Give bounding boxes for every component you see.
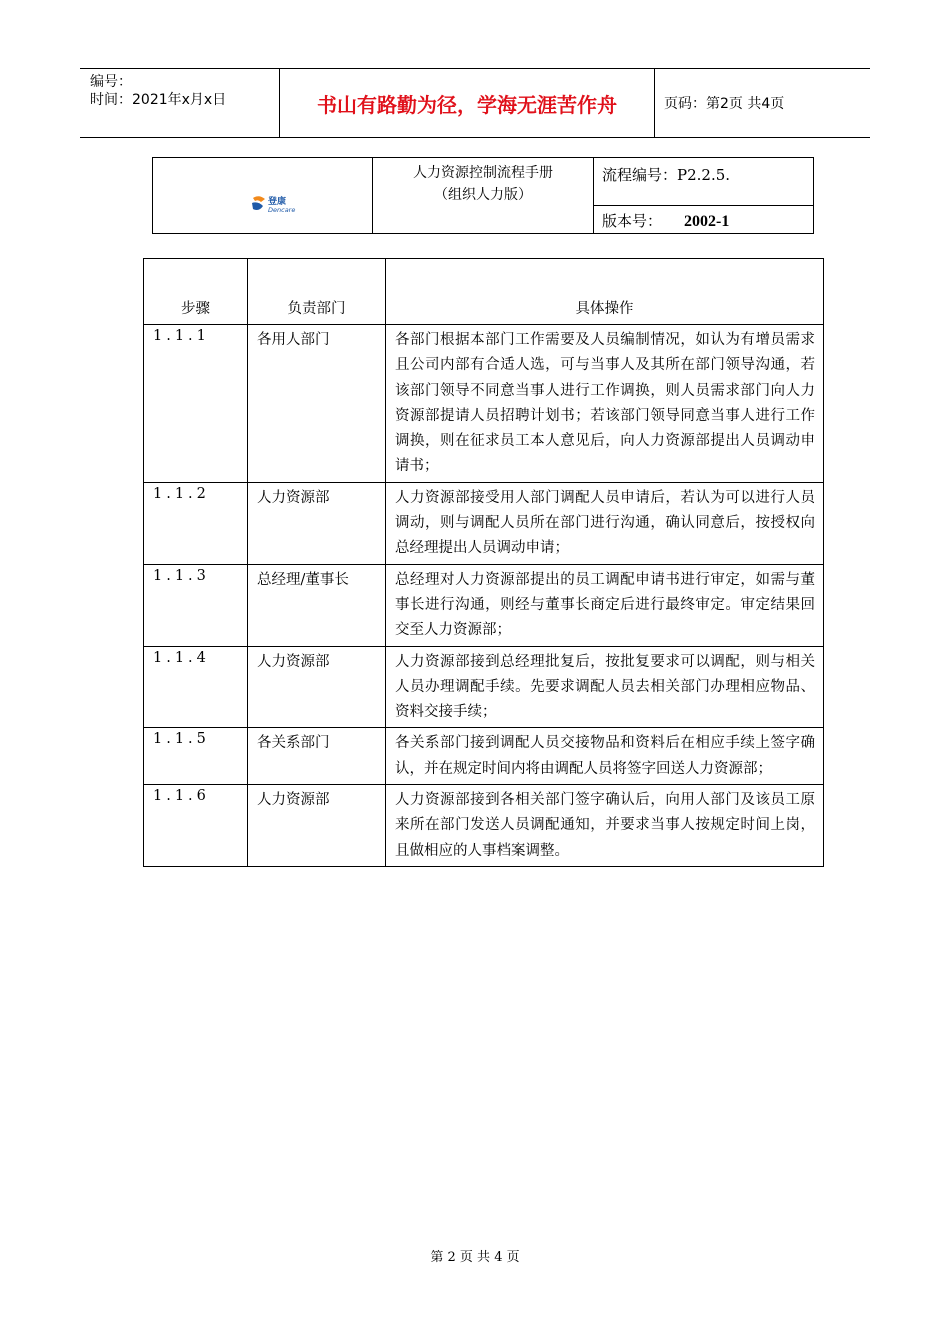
logo-brand: Dencare	[268, 206, 296, 214]
logo-text: 登康	[268, 197, 287, 207]
logo-cell	[153, 158, 373, 233]
step-cell: 1.1.2	[144, 482, 248, 564]
header-step: 步骤	[144, 259, 248, 325]
dept-cell: 人力资源部	[248, 482, 386, 564]
table-row	[144, 728, 824, 785]
manual-title-line1: 人力资源控制流程手册	[413, 165, 553, 181]
op-cell: 人力资源部接到总经理批复后，按批复要求可以调配，则与相关人员办理调配手续。先要求调配人员去相关部门办理相应物品、资料交接手续；	[386, 646, 824, 728]
table-row	[144, 325, 824, 483]
version-row	[594, 206, 813, 233]
dept-cell: 总经理/董事长	[248, 564, 386, 646]
table-row	[144, 482, 824, 564]
dept-cell: 人力资源部	[248, 785, 386, 867]
table-header-row	[144, 259, 824, 325]
table-row	[144, 646, 824, 728]
op-cell: 各部门根据本部门工作需要及人员编制情况，如认为有增员需求且公司内部有合适人选，可与当事人及其所在部门领导沟通，若该部门领导不同意当事人进行工作调换，则人员需求部门向人力资源部提请人员招聘计划书；若该部门领导同意当事人进行工作调换，则在征求员工本人意见后，向人力资源部提出人员调动申请书；	[386, 325, 824, 483]
header-op: 具体操作	[386, 259, 824, 325]
page-header	[80, 68, 870, 138]
table-row	[144, 785, 824, 867]
header-page-info: 页码：第2页 共4页	[664, 96, 785, 112]
time-label: 时间：2021年x月x日	[90, 92, 227, 108]
manual-title	[373, 158, 594, 233]
step-cell: 1.1.4	[144, 646, 248, 728]
version-label: 版本号：	[602, 212, 663, 230]
step-cell: 1.1.3	[144, 564, 248, 646]
dencare-logo	[251, 194, 307, 214]
version-value: 2002-1	[684, 213, 730, 230]
step-cell: 1.1.1	[144, 325, 248, 483]
step-cell: 1.1.6	[144, 785, 248, 867]
table-row	[144, 564, 824, 646]
op-cell: 人力资源部接受用人部门调配人员申请后，若认为可以进行人员调动，则与调配人员所在部门进行沟通，确认同意后，按授权向总经理提出人员调动申请；	[386, 482, 824, 564]
dept-cell: 各关系部门	[248, 728, 386, 785]
page-footer: 第 2 页 共 4 页	[430, 1250, 520, 1265]
manual-title-block	[152, 157, 814, 234]
header-motto: 书山有路勤为径，学海无涯苦作舟	[280, 69, 655, 137]
header-meta	[80, 69, 280, 137]
process-number: 流程编号：P2.2.5.	[594, 158, 813, 206]
step-cell: 1.1.5	[144, 728, 248, 785]
manual-title-line2: （组织人力版）	[434, 187, 532, 203]
dept-cell: 人力资源部	[248, 646, 386, 728]
number-label: 编号：	[90, 74, 132, 90]
steps-table	[143, 258, 824, 867]
dept-cell: 各用人部门	[248, 325, 386, 483]
op-cell: 总经理对人力资源部提出的员工调配申请书进行审定，如需与董事长进行沟通，则经与董事长商定后进行最终审定。审定结果回交至人力资源部；	[386, 564, 824, 646]
op-cell: 人力资源部接到各相关部门签字确认后，向用人部门及该员工原来所在部门发送人员调配通知，并要求当事人按规定时间上岗，且做相应的人事档案调整。	[386, 785, 824, 867]
header-dept: 负责部门	[248, 259, 386, 325]
op-cell: 各关系部门接到调配人员交接物品和资料后在相应手续上签字确认，并在规定时间内将由调配人员将签字回送人力资源部；	[386, 728, 824, 785]
